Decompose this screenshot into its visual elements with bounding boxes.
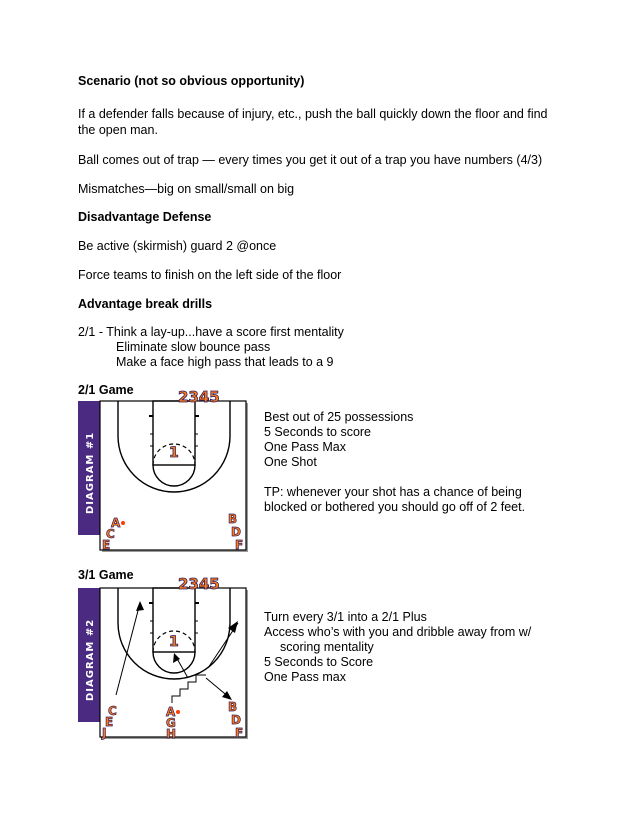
player-letter-e: E bbox=[102, 538, 111, 552]
ball-icon bbox=[176, 710, 180, 714]
paragraph-active: Be active (skirmish) guard 2 @once bbox=[78, 239, 277, 253]
player-letter-f: F bbox=[235, 726, 244, 740]
game1-note-2: 5 Seconds to score bbox=[264, 425, 372, 439]
offense-numbers: 2345 bbox=[178, 575, 220, 593]
paragraph-defender-line2: the open man. bbox=[78, 123, 158, 137]
diagram-1 bbox=[78, 386, 250, 552]
game1-note-1: Best out of 25 possessions bbox=[264, 410, 414, 424]
scenario-heading: Scenario (not so obvious opportunity) bbox=[78, 74, 305, 88]
player-letter-d: D bbox=[231, 525, 241, 539]
player-letter-b: B bbox=[228, 700, 238, 714]
ball-icon bbox=[121, 521, 125, 525]
game2-note-3: scoring mentality bbox=[280, 640, 374, 654]
advantage-heading: Advantage break drills bbox=[78, 297, 213, 311]
player-letter-j: J bbox=[102, 726, 107, 740]
game2-heading: 3/1 Game bbox=[78, 568, 134, 582]
game2-note-2: Access who’s with you and dribble away from w/ bbox=[264, 625, 532, 639]
game1-tip-line2: blocked or bothered you should go off of 2 feet. bbox=[264, 500, 526, 514]
drill-sub-item-2: Make a face high pass that leads to a 9 bbox=[116, 355, 334, 369]
game1-note-4: One Shot bbox=[264, 455, 317, 469]
game1-tip-line1: TP: whenever your shot has a chance of being bbox=[264, 485, 522, 499]
disadvantage-heading: Disadvantage Defense bbox=[78, 210, 212, 224]
player-letter-h: H bbox=[166, 727, 177, 741]
game2-note-1: Turn every 3/1 into a 2/1 Plus bbox=[264, 610, 427, 624]
player-letter-f: F bbox=[235, 538, 244, 552]
offense-numbers: 2345 bbox=[178, 388, 220, 406]
diagram-label: DIAGRAM #1 bbox=[85, 431, 96, 514]
paragraph-trap: Ball comes out of trap — every times you get it out of a trap you have numbers (4/3) bbox=[78, 153, 543, 167]
paragraph-defender-line1: If a defender falls because of injury, etc., push the ball quickly down the floor and find bbox=[78, 107, 548, 121]
paragraph-force: Force teams to finish on the left side of the floor bbox=[78, 268, 342, 282]
game1-note-3: One Pass Max bbox=[264, 440, 346, 454]
player-letter-g: G bbox=[166, 716, 176, 730]
diagram-label: DIAGRAM #2 bbox=[85, 618, 96, 701]
player-letter-c: C bbox=[108, 704, 117, 718]
game2-notes bbox=[264, 610, 531, 685]
game1-heading: 2/1 Game bbox=[78, 383, 134, 397]
player-letter-b: B bbox=[228, 512, 238, 526]
paragraph-mismatch: Mismatches—big on small/small on big bbox=[78, 182, 295, 196]
drill-line: 2/1 - Think a lay-up...have a score first mentality bbox=[78, 325, 344, 339]
diagram-2 bbox=[78, 573, 250, 741]
game2-note-5: One Pass max bbox=[264, 670, 346, 684]
player-letter-e: E bbox=[105, 715, 114, 729]
game1-notes bbox=[264, 410, 525, 515]
drill-sub-item-1: Eliminate slow bounce pass bbox=[116, 340, 271, 354]
player-letter-a: A bbox=[111, 516, 121, 530]
defender-number: 1 bbox=[169, 445, 179, 461]
game2-note-4: 5 Seconds to Score bbox=[264, 655, 374, 669]
player-letter-a: A bbox=[166, 705, 176, 719]
court bbox=[100, 401, 246, 550]
player-letter-d: D bbox=[231, 713, 241, 727]
player-letter-c: C bbox=[106, 527, 115, 541]
defender-number: 1 bbox=[169, 634, 179, 650]
